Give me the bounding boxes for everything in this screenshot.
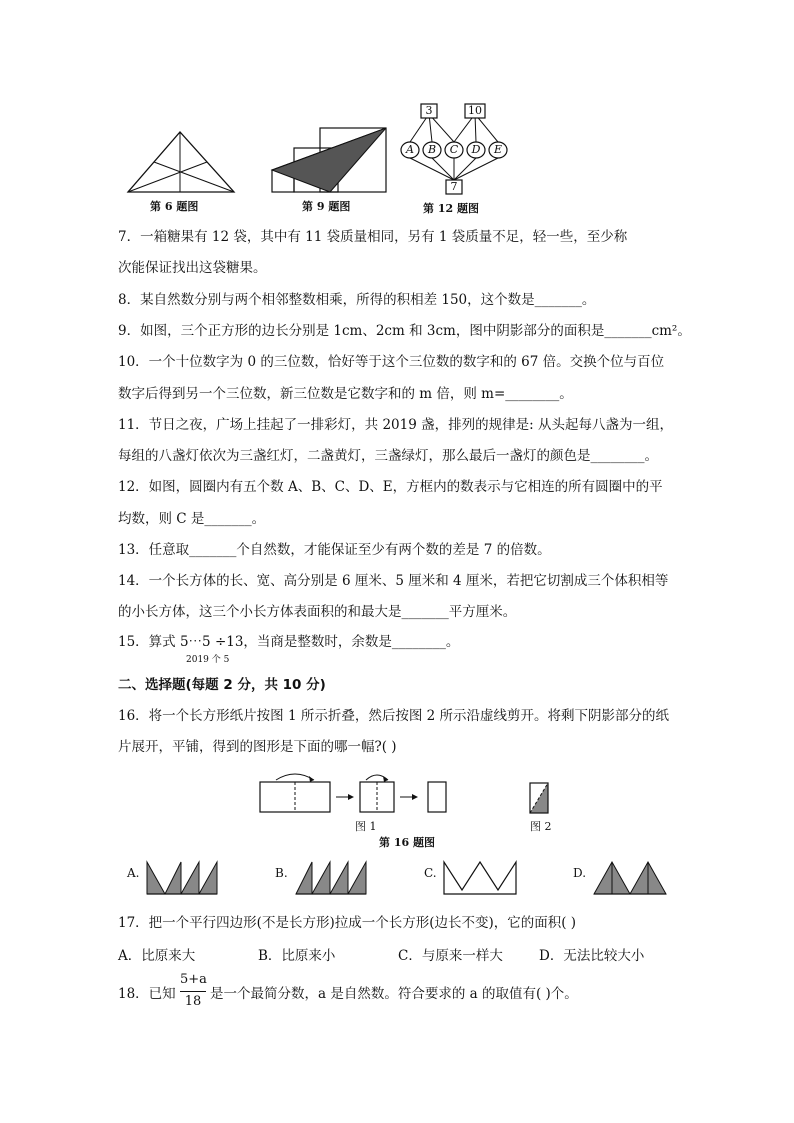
question-18-prefix: 18．已知 bbox=[118, 986, 176, 1002]
fig12-box-7: 7 bbox=[450, 180, 458, 193]
fig6-triangle bbox=[126, 130, 236, 194]
q16-option-a-shape bbox=[145, 860, 219, 896]
q18-fraction-bar bbox=[180, 991, 206, 992]
question-16-line-1: 16．将一个长方形纸片按图 1 所示折叠，然后按图 2 所示沿虚线剪开。将剩下阴影部分的纸 bbox=[118, 708, 670, 724]
fig12-circle-d: D bbox=[471, 143, 481, 156]
question-15-underbrace-label: 2019 个 5 bbox=[186, 655, 230, 665]
question-8: 8．某自然数分别与两个相邻整数相乘，所得的积相差 150，这个数是_______。 bbox=[118, 292, 596, 308]
question-7-line-1: 7．一箱糖果有 12 袋，其中有 11 袋质量相同，另有 1 袋质量不足，轻一些，至少称 bbox=[118, 229, 628, 245]
q17-choice-a[interactable]: A．比原来大 bbox=[118, 948, 196, 964]
q16-option-c-label: C. bbox=[424, 866, 437, 880]
fig9-caption: 第 9 题图 bbox=[302, 200, 351, 213]
fig12-box-10: 10 bbox=[468, 104, 482, 117]
question-10-line-1: 10．一个十位数字为 0 的三位数，恰好等于这个三位数的数字和的 67 倍。交换个位与百位 bbox=[118, 354, 665, 370]
fig12-circle-e: E bbox=[493, 143, 503, 156]
q16-fig1-label: 图 1 bbox=[355, 820, 377, 833]
q17-choice-b[interactable]: B．比原来小 bbox=[258, 948, 336, 964]
q16-fig2-label: 图 2 bbox=[530, 820, 552, 833]
question-17: 17．把一个平行四边形(不是长方形)拉成一个长方形(边长不变)，它的面积( ) bbox=[118, 915, 577, 931]
fig9-squares bbox=[270, 128, 390, 194]
fig6-caption: 第 6 题图 bbox=[150, 200, 199, 213]
q17-choice-d[interactable]: D．无法比较大小 bbox=[539, 948, 645, 964]
question-14-line-1: 14．一个长方体的长、宽、高分别是 6 厘米、5 厘米和 4 厘米，若把它切割成三个体积相等 bbox=[118, 573, 669, 589]
q16-fig1-folding bbox=[258, 774, 458, 816]
fig12-circle-b: B bbox=[427, 143, 437, 156]
question-18-suffix: 是一个最简分数，a 是自然数。符合要求的 a 的取值有( )个。 bbox=[210, 986, 578, 1002]
q16-option-b-shape bbox=[294, 860, 368, 896]
q16-option-a-label: A. bbox=[127, 866, 140, 880]
fig12-circle-c: C bbox=[449, 143, 459, 156]
question-14-line-2: 的小长方体，这三个小长方体表面积的和最大是_______平方厘米。 bbox=[118, 604, 517, 620]
q16-fig-caption: 第 16 题图 bbox=[379, 836, 435, 849]
q16-option-b-label: B. bbox=[275, 866, 288, 880]
fig12-caption: 第 12 题图 bbox=[423, 202, 479, 215]
question-12-line-2: 均数，则 C 是_______。 bbox=[118, 511, 266, 527]
question-16-line-2: 片展开，平铺，得到的图形是下面的哪一幅?( ) bbox=[118, 739, 397, 755]
question-13: 13．任意取_______个自然数，才能保证至少有两个数的差是 7 的倍数。 bbox=[118, 542, 551, 558]
q16-fig2-cut bbox=[528, 781, 552, 815]
question-15: 15．算式 5⋯5 ÷13，当商是整数时，余数是________。 bbox=[118, 634, 460, 650]
q17-choice-c[interactable]: C．与原来一样大 bbox=[398, 948, 503, 964]
fig12-box-3: 3 bbox=[425, 104, 433, 117]
question-11-line-2: 每组的八盏灯依次为三盏红灯，二盏黄灯，三盏绿灯，那么最后一盏灯的颜色是________。 bbox=[118, 448, 658, 464]
fig12-circle-a: A bbox=[406, 143, 414, 156]
question-7-line-2: 次能保证找出这袋糖果。 bbox=[118, 260, 267, 276]
q18-fraction-denominator: 18 bbox=[184, 994, 202, 1009]
q16-option-d-shape bbox=[592, 860, 668, 896]
question-10-line-2: 数字后得到另一个三位数，新三位数是它数字和的 m 倍，则 m=________。 bbox=[118, 386, 573, 402]
question-12-line-1: 12．如图，圆圈内有五个数 A、B、C、D、E，方框内的数表示与它相连的所有圆圈中的平 bbox=[118, 479, 663, 495]
q18-fraction-numerator: 5+a bbox=[180, 972, 207, 987]
question-9: 9．如图，三个正方形的边长分别是 1cm、2cm 和 3cm，图中阴影部分的面积是_______cm²。 bbox=[118, 323, 691, 339]
q16-option-d-label: D. bbox=[573, 866, 587, 880]
question-11-line-1: 11．节日之夜，广场上挂起了一排彩灯，共 2019 盏，排列的规律是: 从头起每八盏为一组， bbox=[118, 417, 673, 433]
q16-option-c-shape bbox=[442, 860, 518, 896]
section-2-heading: 二、选择题(每题 2 分，共 10 分) bbox=[118, 677, 326, 693]
